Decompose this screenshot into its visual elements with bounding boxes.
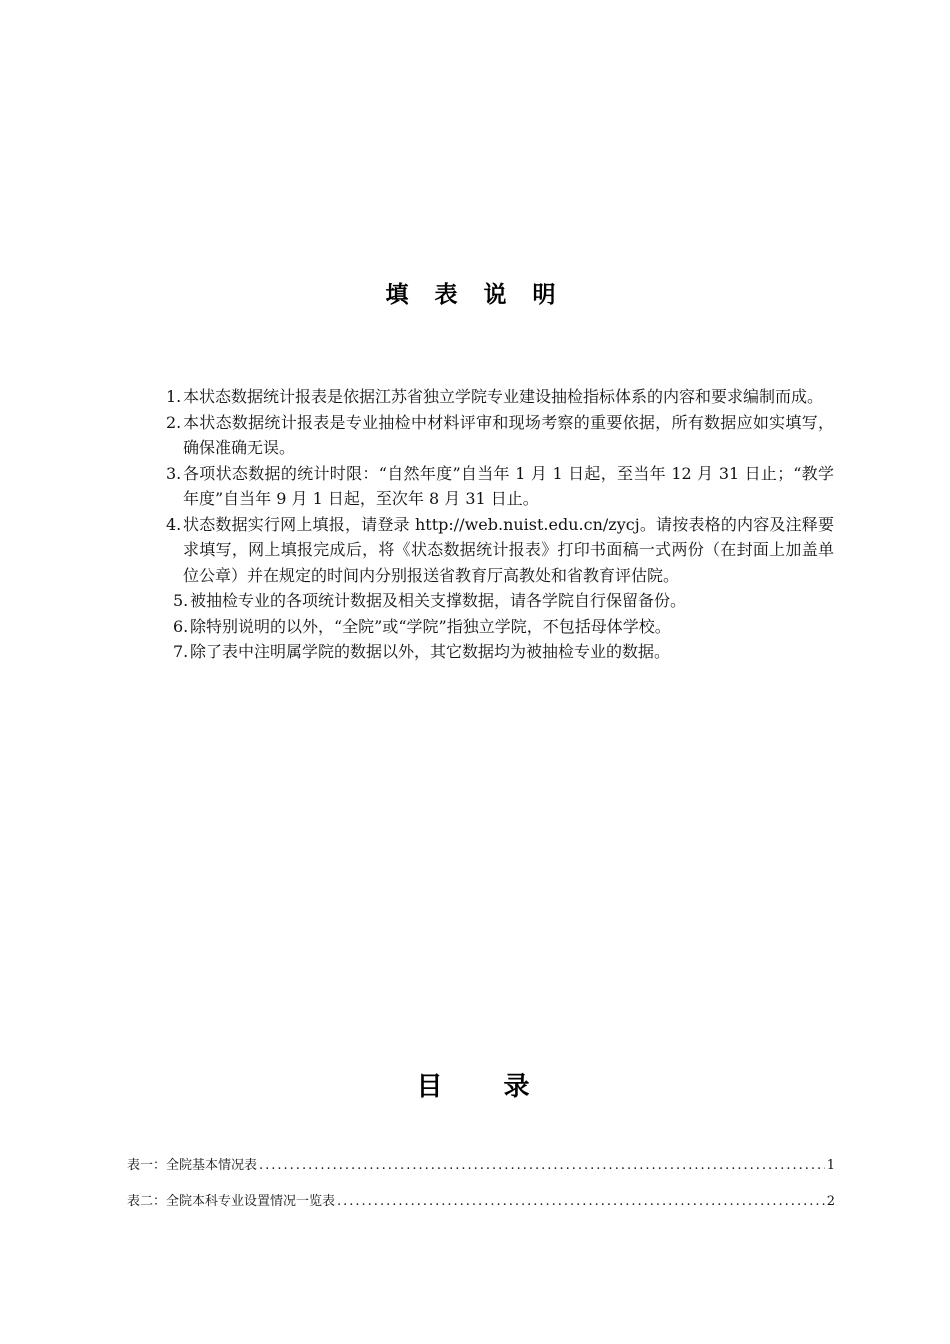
note-item-6 xyxy=(173,614,841,640)
toc-entry-label[interactable]: 表一：全院基本情况表 xyxy=(127,1158,258,1173)
note-item-4 xyxy=(166,512,834,589)
toc-entry-label[interactable]: 表二：全院本科专业设置情况一览表 xyxy=(127,1194,336,1209)
note-text: 本状态数据统计报表是依据江苏省独立学院专业建设抽检指标体系的内容和要求编制而成。 xyxy=(183,387,824,406)
toc-page-number: 1 xyxy=(826,1158,835,1173)
toc-page-number: 2 xyxy=(826,1194,835,1209)
note-text: 除特别说明的以外，“全院”或“学院”指独立学院，不包括母体学校。 xyxy=(190,616,671,636)
note-number: 5. xyxy=(173,591,189,610)
note-text: 各项状态数据的统计时限：“自然年度”自当年 1 月 1 日起，至当年 12 月 31 日止；“教学年度”自当年 9 月 1 日起，至次年 8 月 31 日止。 xyxy=(183,463,834,508)
note-item-1 xyxy=(166,384,834,410)
note-text: 被抽检专业的各项统计数据及相关支撑数据，请各学院自行保留备份。 xyxy=(190,591,687,610)
note-number: 2. xyxy=(166,412,182,432)
notes-title: 填 表 说 明 xyxy=(385,282,565,308)
note-item-5 xyxy=(173,588,841,614)
toc-entry-2[interactable] xyxy=(127,1192,835,1228)
note-text: 除了表中注明属学院的数据以外，其它数据均为被抽检专业的数据。 xyxy=(190,642,671,661)
toc-title: 目 录 xyxy=(416,1072,556,1102)
note-item-7 xyxy=(173,639,841,665)
toc-dot-leader xyxy=(337,1192,825,1212)
note-number: 3. xyxy=(166,463,182,483)
note-item-2 xyxy=(166,410,834,461)
note-number: 4. xyxy=(166,514,182,534)
toc-dot-leader xyxy=(259,1156,825,1176)
note-text: 本状态数据统计报表是专业抽检中材料评审和现场考察的重要依据，所有数据应如实填写，确保准确无误。 xyxy=(183,412,834,457)
toc-entry-1[interactable] xyxy=(127,1156,835,1192)
table-of-contents xyxy=(127,1156,835,1228)
note-number: 6. xyxy=(173,616,189,636)
note-number: 7. xyxy=(173,642,189,661)
note-text: 状态数据实行网上填报，请登录 http://web.nuist.edu.cn/zycj。请按表格的内容及注释要求填写，网上填报完成后，将《状态数据统计报表》打印书面稿一式两份（在封面上加盖单位公章）并在规定的时间内分别报送省教育厅高教处和省教育评估院。 xyxy=(183,514,834,585)
note-number: 1. xyxy=(166,387,182,406)
note-item-3 xyxy=(166,461,834,512)
notes-list xyxy=(0,384,950,665)
